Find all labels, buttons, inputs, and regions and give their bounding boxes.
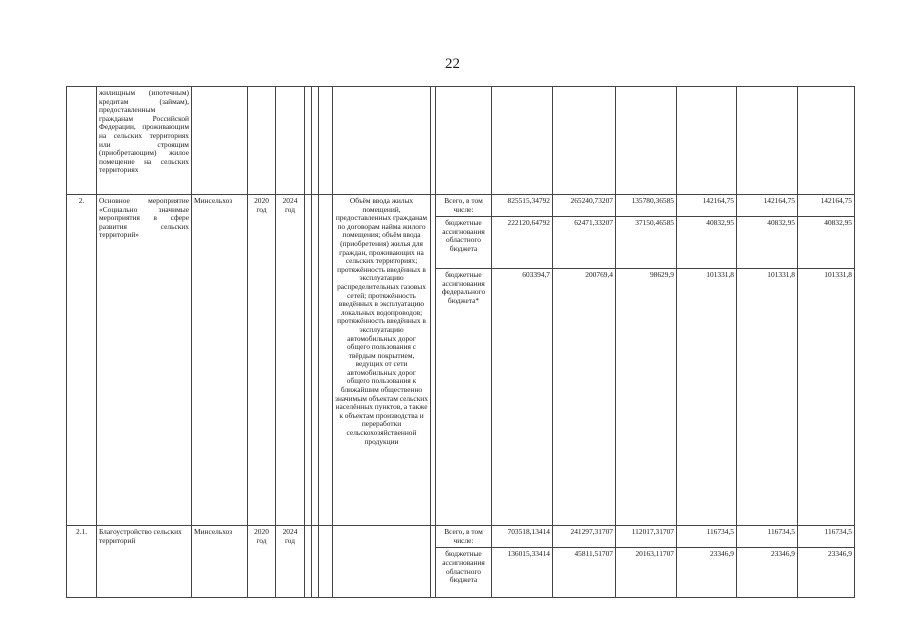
value-y2: 20163,11707 [616, 548, 677, 598]
source-label: Всего, в том числе: [436, 526, 492, 548]
row-number: 2. [67, 195, 97, 526]
table-row [67, 87, 855, 195]
row-number: 2.1. [67, 526, 97, 598]
source-label: бюджетные ассигнования областного бюджета [436, 217, 492, 269]
measure-name: Основное мероприятие «Социально значимые мероприятия в сфере развития сельских территорий» [97, 195, 192, 526]
start-year: 2020 год [248, 195, 276, 526]
value-y1: 265240,73207 [553, 195, 616, 217]
value-y2: 98629,9 [616, 269, 677, 526]
measure-name: Благоустройство сельских территорий [97, 526, 192, 598]
value-y3: 142164,75 [677, 195, 737, 217]
end-year: 2024 год [276, 195, 305, 526]
value-y1: 45811,51707 [553, 548, 616, 598]
value-total: 703518,13414 [492, 526, 553, 548]
end-year: 2024 год [276, 526, 305, 598]
value-total: 222120,64792 [492, 217, 553, 269]
value-y4: 101331,8 [737, 269, 798, 526]
value-y1: 62471,33207 [553, 217, 616, 269]
table-row [67, 195, 855, 217]
value-y3: 116734,5 [677, 526, 737, 548]
value-y1: 241297,31707 [553, 526, 616, 548]
table-row [67, 526, 855, 548]
start-year: 2020 год [248, 526, 276, 598]
executor: Минсельхоз [192, 195, 248, 526]
value-y4: 116734,5 [737, 526, 798, 548]
cell-num [67, 87, 97, 195]
value-y2: 112017,31707 [616, 526, 677, 548]
value-y5: 142164,75 [798, 195, 855, 217]
value-y1: 200769,4 [553, 269, 616, 526]
program-table [66, 86, 855, 598]
value-y5: 101331,8 [798, 269, 855, 526]
value-y5: 40832,95 [798, 217, 855, 269]
source-label: бюджетные ассигнования федерального бюджета* [436, 269, 492, 526]
value-total: 136015,33414 [492, 548, 553, 598]
value-total: 825515,34792 [492, 195, 553, 217]
measure-name-continuation: жилищным (ипотечным) кредитам (займам), предоставленным гражданам Российской Федерации, проживающим на сельских территориях или строящим (приобретающим) жилое помещение на сельских территориях [97, 87, 192, 195]
value-y3: 101331,8 [677, 269, 737, 526]
source-label: бюджетные ассигнования областного бюджета [436, 548, 492, 598]
value-y2: 37150,46585 [616, 217, 677, 269]
value-y2: 135780,36585 [616, 195, 677, 217]
value-y3: 23346,9 [677, 548, 737, 598]
value-y4: 40832,95 [737, 217, 798, 269]
value-y5: 116734,5 [798, 526, 855, 548]
value-total: 603394,7 [492, 269, 553, 526]
value-y4: 142164,75 [737, 195, 798, 217]
executor: Минсельхоз [192, 526, 248, 598]
source-label: Всего, в том числе: [436, 195, 492, 217]
value-y4: 23346,9 [737, 548, 798, 598]
value-y3: 40832,95 [677, 217, 737, 269]
value-y5: 23346,9 [798, 548, 855, 598]
target-indicators: Объём ввода жилых помещений, предоставленных гражданам по договорам найма жилого помещения; объём ввода (приобретения) жилья для граждан, проживающих на сельских территориях; протяжённость введённых в эксплуатацию распределительных газовых сетей; протяжённость введённых в эксплуатацию локальных водопроводов; протяжённость введённых в эксплуатацию автомобильных дорог общего пользования с твёрдым покрытием, ведущих от сети автомобильных дорог общего пользования к ближайшим общественно значимым объектам сельских населённых пунктов, а также к объектам производства и переработки сельскохозяйственной продукции [333, 195, 431, 526]
page-number: 22 [445, 56, 460, 72]
